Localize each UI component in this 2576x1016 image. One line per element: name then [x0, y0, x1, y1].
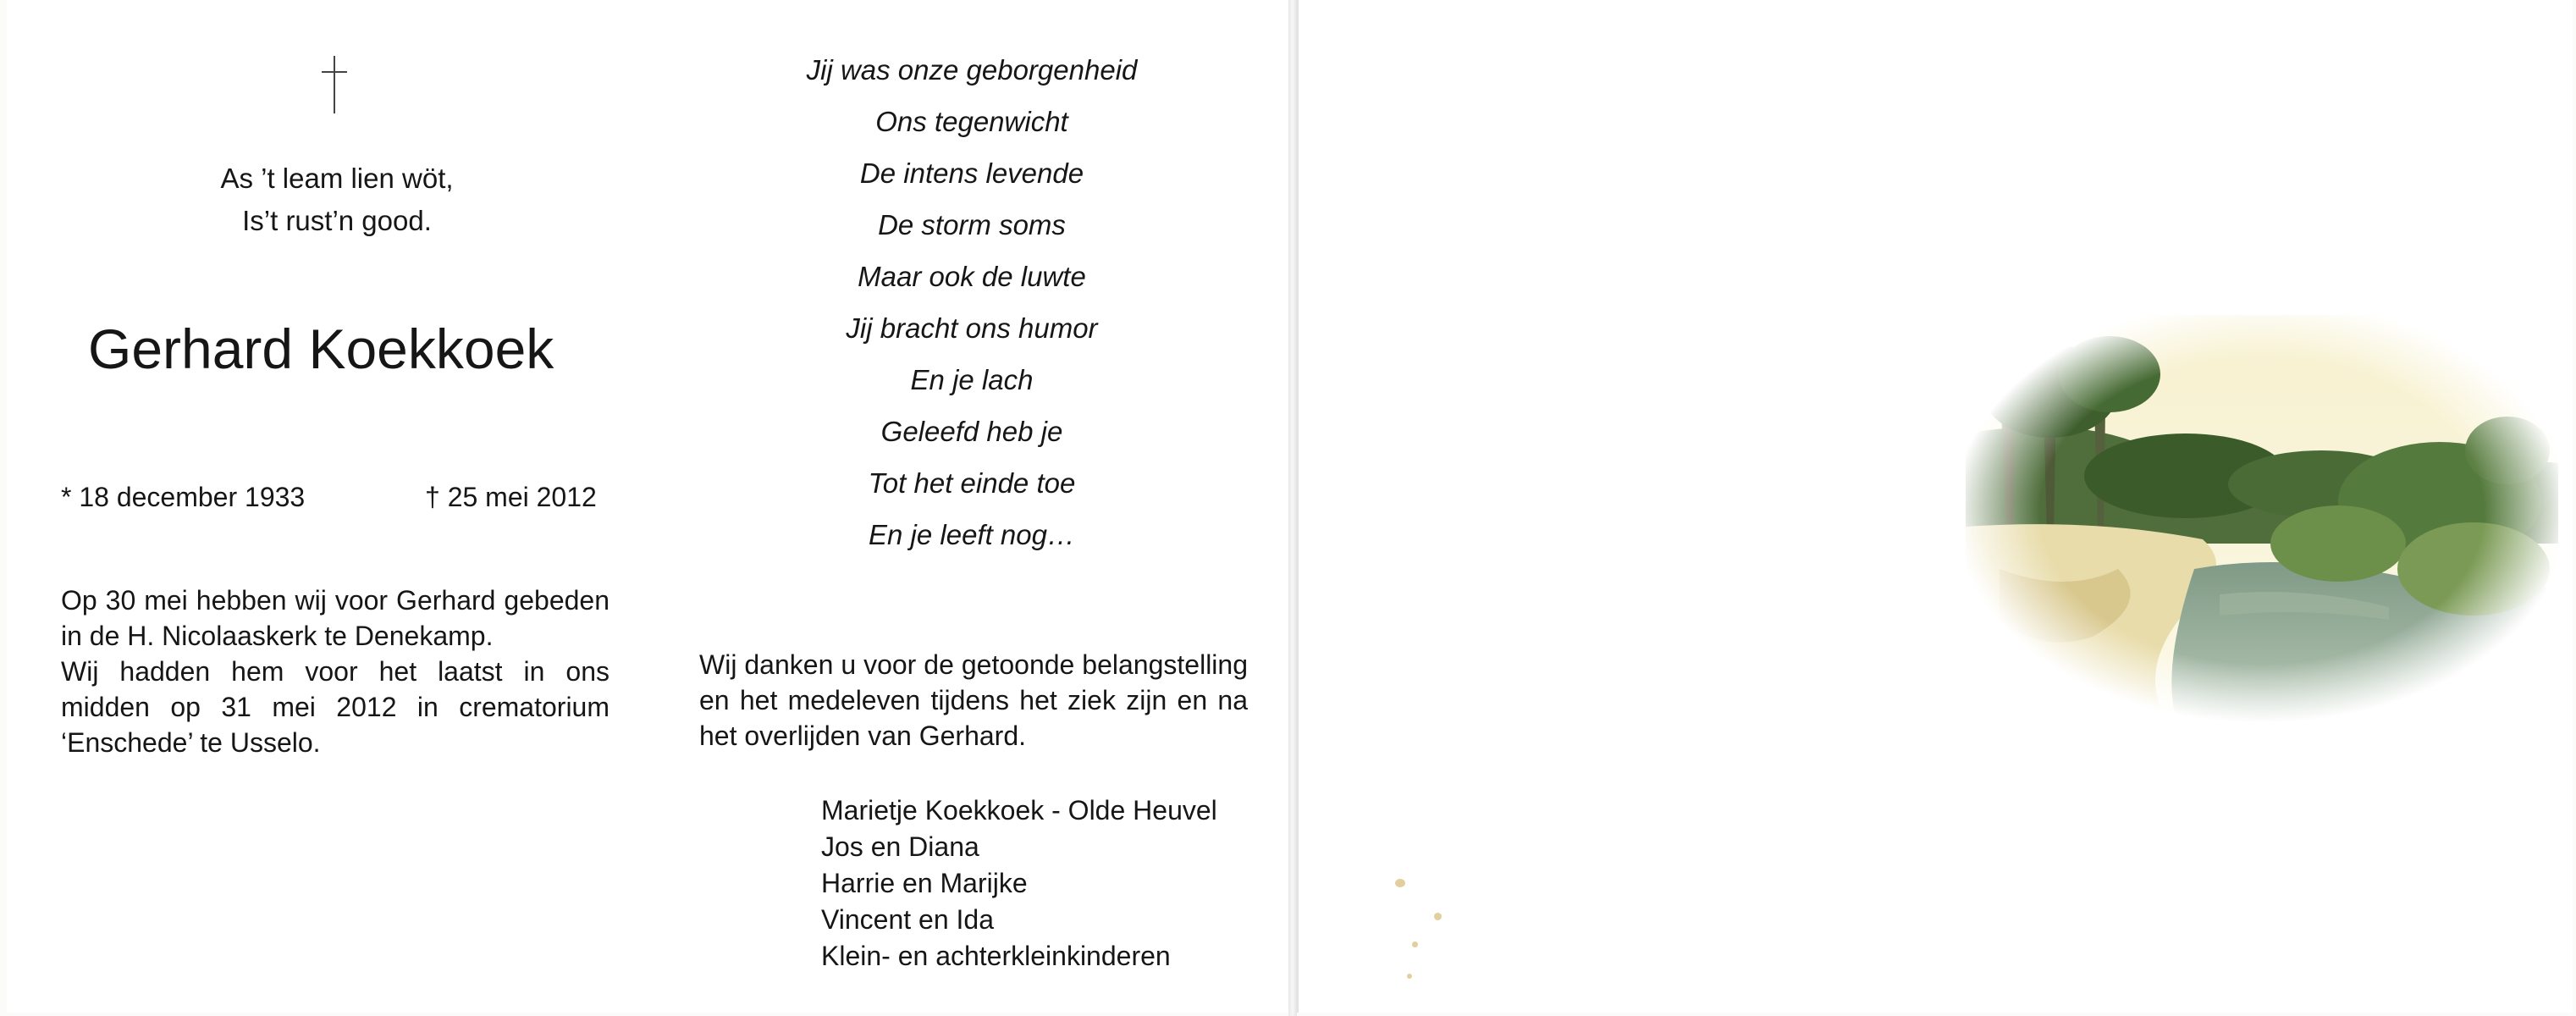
poem-line: Jij was onze geborgenheid [806, 54, 1138, 86]
thanks-text: Wij danken u voor de getoonde belangstelling en het medeleven tijdens het ziek zijn en na het overlijden van Gerhard. [699, 649, 1248, 751]
dialect-verse [134, 157, 540, 242]
family-name: Klein- en achterkleinkinderen [821, 941, 1171, 971]
service-paragraph: Op 30 mei hebben wij voor Gerhard gebeden in de H. Nicolaaskerk te Denekamp. [61, 585, 610, 651]
poem-line: En je lach [910, 364, 1034, 395]
poem-line: Jij bracht ons humor [846, 312, 1098, 344]
family-names [821, 792, 1217, 975]
family-name: Harrie en Marijke [821, 868, 1028, 898]
family-name: Vincent en Ida [821, 904, 995, 935]
poem-line: Maar ook de luwte [858, 261, 1086, 292]
poem-line: Ons tegenwicht [875, 106, 1068, 137]
dialect-verse-line: As ’t leam lien wöt, [220, 163, 454, 194]
deceased-name: Gerhard Koekkoek [88, 318, 554, 380]
poem-line: Geleefd heb je [880, 416, 1063, 447]
poem [726, 44, 1217, 560]
landscape-image [1966, 315, 2558, 723]
family-name: Marietje Koekkoek - Olde Heuvel [821, 795, 1217, 826]
card-fold [1288, 0, 1297, 1016]
service-paragraph: Wij hadden hem voor het laatst in ons midden op 31 mei 2012 in crematorium ‘Enschede’ te Usselo. [61, 656, 610, 758]
family-name: Jos en Diana [821, 831, 979, 862]
service-text [61, 583, 610, 760]
cross-icon [322, 56, 347, 113]
birth-date: * 18 december 1933 [61, 482, 306, 512]
dialect-verse-line: Is’t rust’n good. [242, 205, 432, 236]
poem-line: De intens levende [859, 157, 1084, 189]
inner-spread [7, 0, 1290, 1013]
poem-line: De storm soms [878, 209, 1066, 240]
poem-line: En je leeft nog… [869, 519, 1075, 550]
poem-line: Tot het einde toe [868, 467, 1076, 499]
death-date: † 25 mei 2012 [425, 482, 597, 512]
